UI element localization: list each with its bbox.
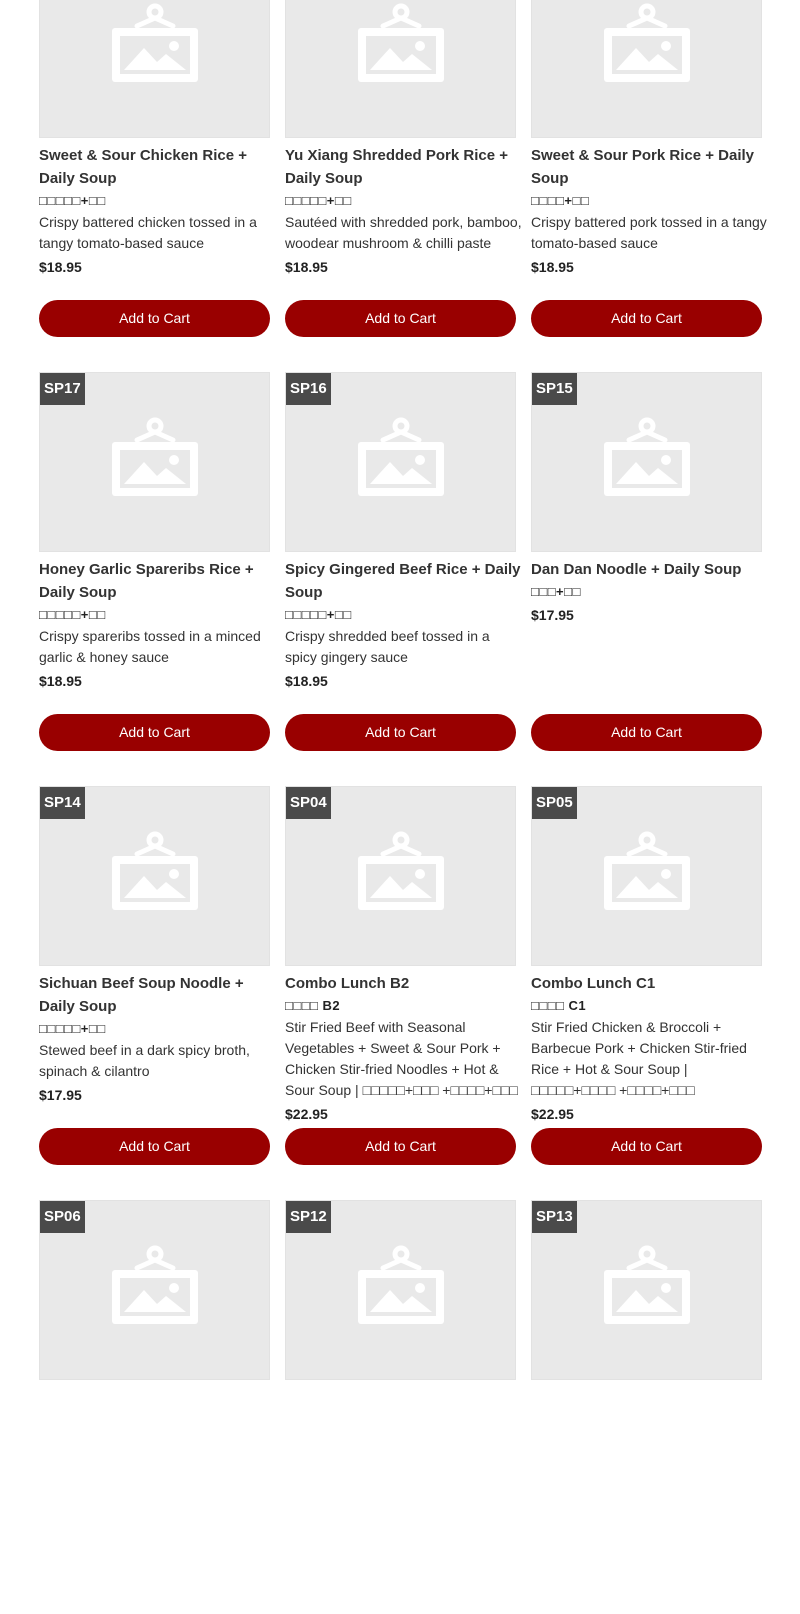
menu-item-card (531, 372, 762, 786)
item-name[interactable]: Sweet & Sour Chicken Rice + Daily Soup (39, 147, 247, 187)
menu-item-card (531, 0, 767, 372)
item-chinese-name: □□□□+□□ (531, 193, 590, 208)
item-price: $17.95 (531, 607, 574, 623)
item-chinese-name: □□□+□□ (531, 584, 581, 599)
image-placeholder-icon (109, 832, 201, 912)
menu-item-image[interactable] (39, 786, 270, 966)
add-to-cart-button[interactable]: Add to Cart (39, 714, 270, 751)
menu-item-card (39, 0, 270, 372)
item-description: Crispy battered pork tossed in a tangy tomato-based sauce (531, 214, 767, 251)
item-description: Sautéed with shredded pork, bamboo, woodear mushroom & chilli paste (285, 214, 522, 251)
item-description: Stewed beef in a dark spicy broth, spinach & cilantro (39, 1042, 250, 1079)
item-price: $17.95 (39, 1087, 82, 1103)
menu-item-card (39, 786, 270, 1200)
item-code-badge: SP15 (532, 373, 577, 405)
item-code-badge: SP04 (286, 787, 331, 819)
image-placeholder-icon (601, 4, 693, 84)
item-description: Stir Fried Chicken & Broccoli + Barbecue Pork + Chicken Stir-fried Rice + Hot & Sour Soup | □□□□□+□□□□ +□□□□+□□□ (531, 1019, 747, 1098)
menu-item-image[interactable] (531, 372, 762, 552)
item-name[interactable]: Honey Garlic Spareribs Rice + Daily Soup (39, 561, 254, 601)
item-chinese-name: □□□□□+□□ (285, 607, 352, 622)
item-code-badge: SP12 (286, 1201, 331, 1233)
item-chinese-name: □□□□□+□□ (39, 607, 106, 622)
item-price: $18.95 (531, 259, 574, 275)
add-to-cart-button[interactable]: Add to Cart (285, 1128, 516, 1165)
menu-item-card (531, 1200, 762, 1614)
item-description: Stir Fried Beef with Seasonal Vegetables + Sweet & Sour Pork + Chicken Stir-fried Noodles + Hot & Sour Soup | □□□□□+□□□ +□□□□+□□□ (285, 1019, 518, 1098)
item-description: Crispy spareribs tossed in a minced garlic & honey sauce (39, 628, 261, 665)
add-to-cart-button[interactable]: Add to Cart (285, 714, 516, 751)
image-placeholder-icon (355, 418, 447, 498)
image-placeholder-icon (355, 832, 447, 912)
menu-item-card (531, 786, 762, 1200)
item-name[interactable]: Yu Xiang Shredded Pork Rice + Daily Soup (285, 147, 508, 187)
item-price: $22.95 (285, 1106, 328, 1122)
item-price: $18.95 (39, 259, 82, 275)
add-to-cart-button[interactable]: Add to Cart (531, 714, 762, 751)
item-code-badge: SP16 (286, 373, 331, 405)
item-price: $18.95 (285, 673, 328, 689)
add-to-cart-button[interactable]: Add to Cart (531, 300, 762, 337)
item-description: Crispy battered chicken tossed in a tangy tomato-based sauce (39, 214, 257, 251)
item-code-badge: SP17 (40, 373, 85, 405)
menu-item-card (285, 0, 522, 372)
item-description: Crispy shredded beef tossed in a spicy gingery sauce (285, 628, 490, 665)
menu-grid (39, 0, 767, 1614)
add-to-cart-button[interactable]: Add to Cart (285, 300, 516, 337)
item-price: $18.95 (39, 673, 82, 689)
item-name[interactable]: Combo Lunch B2 (285, 975, 410, 992)
menu-item-card (285, 372, 521, 786)
menu-item-image[interactable] (285, 786, 516, 966)
item-price: $18.95 (285, 259, 328, 275)
item-name[interactable]: Sichuan Beef Soup Noodle + Daily Soup (39, 975, 244, 1015)
item-name[interactable]: Sweet & Sour Pork Rice + Daily Soup (531, 147, 755, 187)
item-price: $22.95 (531, 1106, 574, 1122)
item-chinese-name: □□□□□+□□ (285, 193, 352, 208)
item-name[interactable]: Dan Dan Noodle + Daily Soup (531, 561, 742, 578)
menu-item-image[interactable] (531, 786, 762, 966)
menu-item-card (285, 786, 516, 1200)
menu-item-image[interactable] (39, 372, 270, 552)
item-chinese-name: □□□□ C1 (531, 998, 587, 1013)
image-placeholder-icon (109, 1246, 201, 1326)
add-to-cart-button[interactable]: Add to Cart (39, 300, 270, 337)
image-placeholder-icon (601, 1246, 693, 1326)
item-chinese-name: □□□□□+□□ (39, 193, 106, 208)
item-name[interactable]: Combo Lunch C1 (531, 975, 656, 992)
item-code-badge: SP13 (532, 1201, 577, 1233)
add-to-cart-button[interactable]: Add to Cart (531, 1128, 762, 1165)
item-code-badge: SP14 (40, 787, 85, 819)
menu-item-image[interactable] (285, 372, 516, 552)
image-placeholder-icon (601, 832, 693, 912)
menu-item-image[interactable] (39, 0, 270, 138)
add-to-cart-button[interactable]: Add to Cart (39, 1128, 270, 1165)
image-placeholder-icon (355, 4, 447, 84)
item-code-badge: SP05 (532, 787, 577, 819)
menu-item-card (39, 1200, 270, 1614)
menu-item-image[interactable] (285, 0, 516, 138)
menu-item-image[interactable] (285, 1200, 516, 1380)
image-placeholder-icon (109, 4, 201, 84)
image-placeholder-icon (355, 1246, 447, 1326)
item-chinese-name: □□□□□+□□ (39, 1021, 106, 1036)
item-name[interactable]: Spicy Gingered Beef Rice + Daily Soup (285, 561, 521, 601)
menu-item-image[interactable] (39, 1200, 270, 1380)
image-placeholder-icon (601, 418, 693, 498)
item-code-badge: SP06 (40, 1201, 85, 1233)
image-placeholder-icon (109, 418, 201, 498)
menu-item-card (39, 372, 270, 786)
menu-item-image[interactable] (531, 1200, 762, 1380)
menu-item-image[interactable] (531, 0, 762, 138)
menu-item-card (285, 1200, 516, 1614)
item-chinese-name: □□□□ B2 (285, 998, 341, 1013)
